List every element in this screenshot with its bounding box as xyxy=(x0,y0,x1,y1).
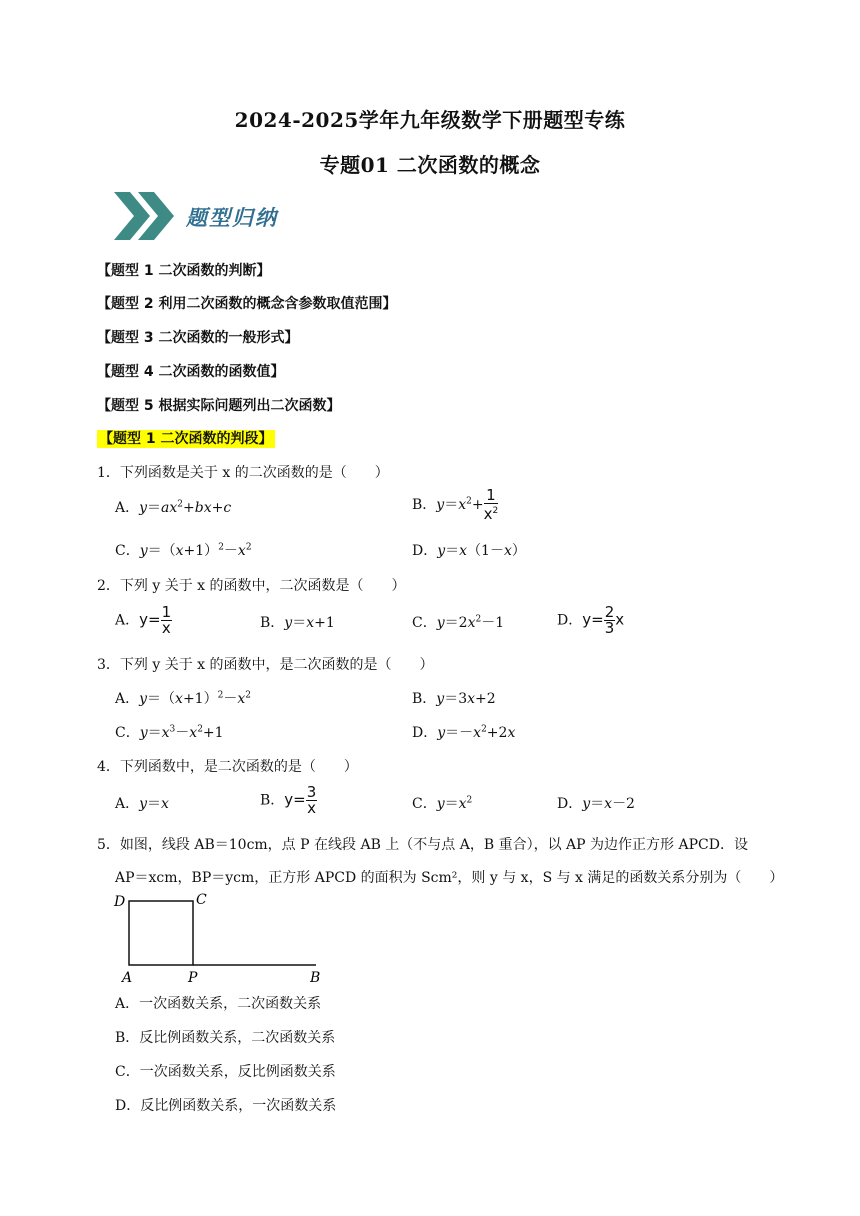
q3-option-c: C．$y=x^3-x^2+1$ xyxy=(115,724,224,741)
category-5: 【题型 5 根据实际问题列出二次函数】 xyxy=(97,398,341,414)
question-5-stem-line1: 5．如图，线段 AB＝10cm，点 P 在线段 AB 上（不与点 A，B 重合），以 AP 为边作正方形 APCD．设 xyxy=(97,837,748,853)
q2-option-a: A．y= $\frac{1}{x}$ xyxy=(115,603,172,637)
q1-option-a: A．$y=ax^2+bx+c$ xyxy=(115,499,232,516)
category-3: 【题型 3 二次函数的一般形式】 xyxy=(97,330,299,346)
q4-option-b: B．y= $\frac{3}{x}$ xyxy=(260,783,317,817)
q5-option-b: B．反比例函数关系，二次函数关系 xyxy=(115,1030,336,1046)
q3-option-a: A．$y=(x+1)^2-x^2$ xyxy=(115,690,251,707)
section-banner xyxy=(112,186,292,246)
page-subtitle: 专题01 二次函数的概念 xyxy=(319,153,541,177)
question-1-stem: 1．下列函数是关于 x 的二次函数的是（ ） xyxy=(97,465,389,481)
label-p: P xyxy=(188,970,198,986)
question-5-stem-line2: AP＝xcm，BP＝ycm，正方形 APCD 的面积为 Scm²，则 y 与 x，S 与 x 满足的函数关系分别为（ ） xyxy=(115,870,784,886)
q2-option-b: B．y＝x+1 xyxy=(260,615,335,631)
q4-option-a: A．y＝x xyxy=(115,796,169,812)
label-b: B xyxy=(310,970,321,986)
q1-option-d: D．y＝x（1－x） xyxy=(412,543,526,559)
q2-option-d: D．y= $\frac{2}{3}$ x xyxy=(557,603,625,637)
q5-option-c: C．一次函数关系，反比例函数关系 xyxy=(115,1064,336,1080)
square-figure xyxy=(108,890,338,994)
q2-option-c: C．$y=2x^2-1$ xyxy=(412,614,505,631)
label-a: A xyxy=(122,970,133,986)
q1-option-b: B．$y=x^2+$ $\frac{1}{x^2}$ xyxy=(412,486,499,523)
question-2-stem: 2．下列 y 关于 x 的函数中，二次函数是（ ） xyxy=(97,578,406,594)
question-3-stem: 3．下列 y 关于 x 的函数中，是二次函数的是（ ） xyxy=(97,657,434,673)
label-c: C xyxy=(196,892,207,908)
category-2: 【题型 2 利用二次函数的概念含参数取值范围】 xyxy=(97,296,397,312)
question-4-stem: 4．下列函数中，是二次函数的是（ ） xyxy=(97,759,358,775)
category-4: 【题型 4 二次函数的函数值】 xyxy=(97,364,285,380)
q4-option-d: D．y＝x－2 xyxy=(557,796,635,812)
q3-option-b: B．y＝3x+2 xyxy=(412,691,496,707)
section-heading xyxy=(97,428,275,448)
q1-option-c: C．$y=(x+1)^2-x^2$ xyxy=(115,542,252,559)
q4-option-c: C．$y=x^2$ xyxy=(412,795,473,812)
q5-option-a: A．一次函数关系，二次函数关系 xyxy=(115,996,322,1012)
q5-option-d: D．反比例函数关系，一次函数关系 xyxy=(115,1098,337,1114)
q3-option-d: D．$y=-x^2+2x$ xyxy=(412,724,516,741)
banner-label: 题型归纳 xyxy=(186,206,278,230)
label-d: D xyxy=(114,894,126,910)
section-heading-text: 【题型 1 二次函数的判段】 xyxy=(99,431,273,447)
page-title: 2024-2025学年九年级数学下册题型专练 xyxy=(234,108,626,132)
category-1: 【题型 1 二次函数的判断】 xyxy=(97,263,271,279)
